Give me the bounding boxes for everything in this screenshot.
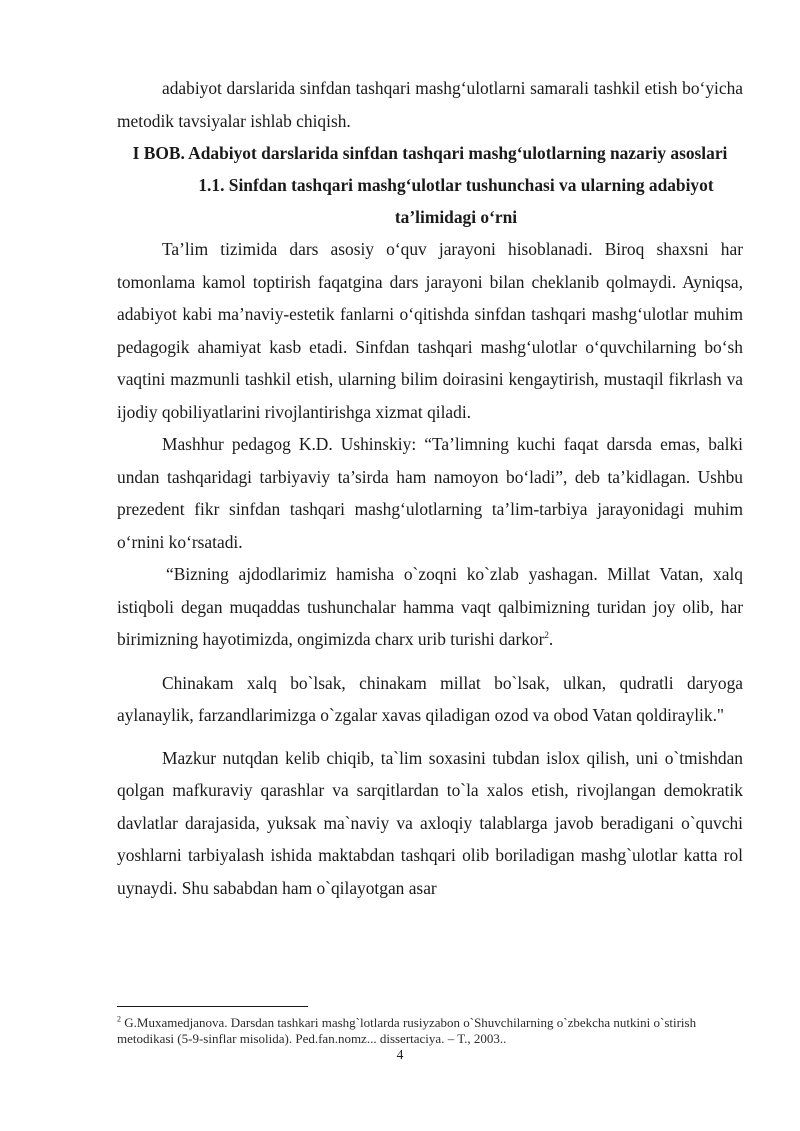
final-paragraph: Mazkur nutqdan kelib chiqib, ta`lim soxasini tubdan islox qilish, uni o`tmishdan qolgan mafkuraviy qarashlar va sarqitlardan to`la xalos etish, rivojlangan demokratik davlatlar darajasida, yuksak ma`naviy va axloqiy talablarga javob beradigani o`quvchi yoshlarni tarbiyalash ishida maktabdan tashqari olib boriladigan mashg`ulotlar katta rol uynaydi. Shu sababdan ham o`qilayotgan asar <box>117 747 743 898</box>
quote-text: “Bizning ajdodlarimiz hamisha o`zoqni ko`zlab yashagan. Millat Vatan, xalq istiqboli degan muqaddas tushunchalar hamma vaqt qalbimizning turidan joy olib, har birimizning hayotimizda, ongimizda charx urib turishi darkor <box>117 564 743 649</box>
intro-paragraph: adabiyot darslarida sinfdan tashqari mashg‘ulotlarni samarali tashkil etish bo‘yicha metodik tavsiyalar ishlab chiqish. <box>117 78 743 131</box>
footnote-text: G.Muxamedjanova. Darsdan tashkari mashg`lotlarda rusiyzabon o`Shuvchilarning o`zbekcha nutkini o`stirish metodikasi (5-9-sinflar misolida). Ped.fan.nomz... dissertaciya. – T., 2003.. <box>117 1015 697 1046</box>
body-paragraph-2: Mashhur pedagog K.D. Ushinskiy: “Ta’limning kuchi faqat darsda emas, balki undan tashqaridagi tarbiyaviy ta’sirda ham namoyon bo‘ladi”, deb ta’kidlagan. Ushbu prezedent fikr sinfdan tashqari mashg‘ulotlarning ta’lim-tarbiya jarayonidagi muhim o‘rnini ko‘rsatadi. <box>117 434 743 552</box>
quote-end: . <box>548 629 554 649</box>
quote-paragraph <box>117 558 743 656</box>
chapter-heading: I BOB. Adabiyot darslarida sinfdan tashqari mashg‘ulotlarning nazariy asoslari <box>132 143 728 163</box>
page-number: 4 <box>396 1047 404 1062</box>
footnote <box>117 1015 743 1047</box>
body-paragraph-1: Ta’lim tizimida dars asosiy o‘quv jarayoni hisoblanadi. Biroq shaxsni har tomonlama kamol toptirish faqatgina dars jarayoni bilan cheklanib qolmaydi. Ayniqsa, adabiyot kabi ma’naviy-estetik fanlarni o‘qitishda sinfdan tashqari mashg‘ulotlar muhim pedagogik ahamiyat kasb etadi. Sinfdan tashqari mashg‘ulotlar o‘quvchilarning bo‘sh vaqtini mazmunli tashkil etish, ularning bilim doirasini kengaytirish, mustaqil fikrlash va ijodiy qobiliyatlarini rivojlantirishga xizmat qiladi. <box>117 239 743 422</box>
section-heading: 1.1. Sinfdan tashqari mashg‘ulotlar tushunchasi va ularning adabiyot ta’limidagi o‘rni <box>198 175 714 227</box>
footnote-divider <box>117 1006 308 1007</box>
quote-continuation: Chinakam xalq bo`lsak, chinakam millat bo`lsak, ulkan, qudratli daryoga aylanaylik, farzandlarimizga o`zgalar xavas qiladigan ozod va obod Vatan qoldiraylik." <box>117 672 743 725</box>
footnote-reference: 2 <box>544 630 549 641</box>
page-body <box>117 72 743 904</box>
footnote-mark: 2 <box>117 1014 121 1024</box>
